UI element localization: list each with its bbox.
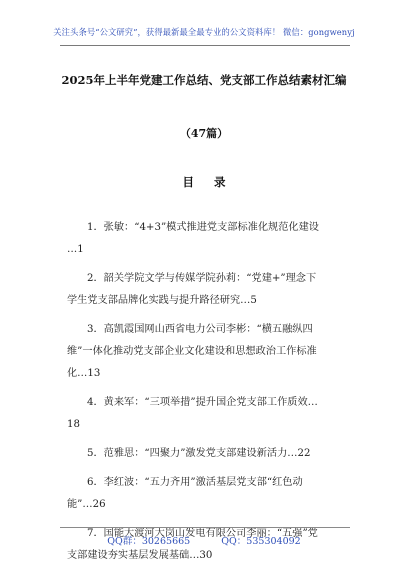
toc-entry-line: 5．范雅思：“四聚力”激发党支部建设新活力…22 bbox=[87, 448, 311, 459]
toc-list bbox=[67, 217, 353, 574]
footer-contact bbox=[0, 533, 408, 547]
toc-entry[interactable] bbox=[67, 319, 353, 385]
toc-entry[interactable] bbox=[67, 472, 353, 516]
toc-entry-line: 学生党支部品牌化实践与提升路径研究…5 bbox=[67, 295, 257, 306]
toc-entry-line: 6．李红波：“五力齐用”激活基层党支部“红色动 bbox=[87, 477, 303, 488]
toc-entry[interactable] bbox=[67, 392, 353, 436]
toc-entry-line: 2．韶关学院文学与传媒学院孙莉：“党建+”理念下 bbox=[87, 273, 317, 284]
document-title: 2025年上半年党建工作总结、党支部工作总结素材汇编 bbox=[61, 73, 347, 87]
toc-entry-line: …1 bbox=[67, 244, 84, 255]
toc-heading: 目 录 bbox=[182, 175, 234, 189]
footer-qq-number: QQ：535304092 bbox=[221, 536, 301, 547]
toc-entry[interactable] bbox=[67, 443, 353, 465]
toc-entry-line: 能”…26 bbox=[67, 499, 106, 510]
header-divider bbox=[60, 45, 350, 46]
toc-entry-line: 18 bbox=[67, 419, 80, 430]
toc-entry[interactable] bbox=[67, 268, 353, 312]
header-notice: 关注头条号“公文研究”，获得最新最全最专业的公文资料库！ 微信：gongwenyj bbox=[53, 27, 355, 37]
toc-entry[interactable] bbox=[67, 217, 353, 261]
footer-divider bbox=[60, 527, 350, 528]
article-count: （47篇） bbox=[179, 127, 229, 140]
toc-entry-line: 4．黄来军：“三项举措”提升国企党支部工作质效… bbox=[87, 397, 318, 408]
toc-entry-line: 7．国能大渡河大岗山发电有限公司李丽：“五强”党 bbox=[87, 528, 318, 539]
toc-entry-line: 3．高凯霞国网山西省电力公司李彬：“横五融纵四 bbox=[87, 324, 313, 335]
toc-entry-line: 1．张敏：“4+3”模式推进党支部标准化规范化建设 bbox=[87, 222, 319, 233]
footer-qq-group: QQ群：30265665 bbox=[107, 536, 191, 547]
toc-entry-line: 维”一体化推动党支部企业文化建设和思想政治工作标准 bbox=[67, 346, 317, 357]
toc-entry-line: 支部建设夯实基层发展基础…30 bbox=[67, 550, 213, 561]
toc-entry-line: 化…13 bbox=[67, 368, 101, 379]
